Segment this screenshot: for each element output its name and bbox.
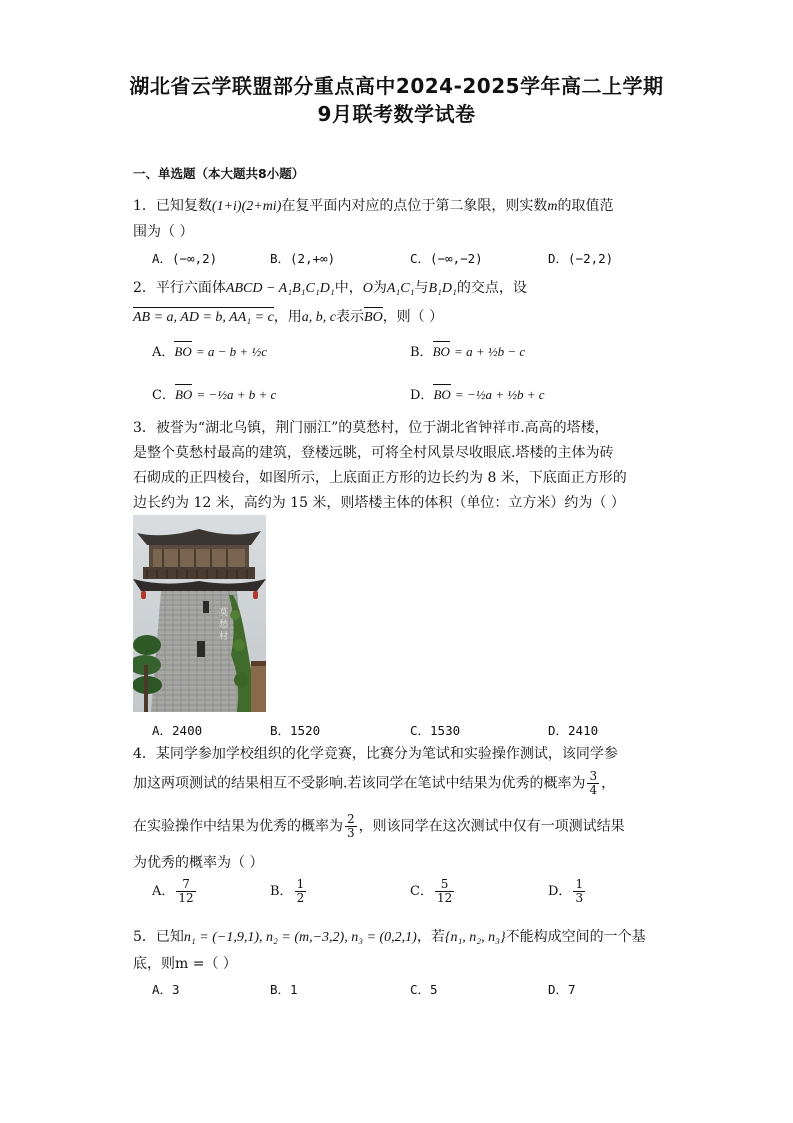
q4-option-a-num: 7 [176, 878, 195, 892]
q1-option-c[interactable]: C．(−∞,−2) [410, 251, 483, 266]
q2-line1 [133, 277, 527, 297]
q2-seg2: B₁D₁ [428, 281, 457, 296]
q4-option-a-label: A． [152, 884, 175, 900]
q4-frac1-den: 4 [589, 783, 598, 798]
svg-text:愁: 愁 [219, 620, 229, 630]
q2-option-c-expr: = −½a + b + c [196, 387, 277, 402]
q2-point: O [362, 281, 373, 296]
q1-option-b[interactable]: B．(2,+∞) [270, 251, 336, 266]
q2-text-h: ，则（ ） [382, 309, 444, 325]
q4-frac2-num: 2 [347, 812, 355, 826]
q4-frac1-num: 3 [589, 769, 598, 783]
q4-text-d: ，则该同学在这次测试中仅有一项测试结果 [358, 818, 625, 835]
q4-text-b: ， [601, 775, 616, 792]
tower-illustration [133, 515, 266, 712]
q3-option-d[interactable]: D．2410 [548, 723, 599, 738]
q3-line4: 边长约为 12 米，高约为 15 米，则塔楼主体的体积（单位：立方米）约为（ ） [133, 495, 625, 511]
q1-expr: (1+i)(2+mi) [211, 199, 282, 214]
q4-option-c-frac [435, 878, 454, 905]
q3-line2: 是整个莫愁村最高的建筑，登楼远眺，可将全村风景尽收眼底.塔楼的主体为砖 [133, 445, 614, 461]
q4-option-b-num: 1 [296, 877, 305, 891]
q5-option-d[interactable]: D．7 [548, 982, 576, 997]
q4-fraction-2 [345, 813, 357, 840]
q2-solid: ABCD − A₁B₁C₁D₁ [225, 281, 335, 296]
tower-photo [133, 515, 266, 712]
q1-text-a: 1．已知复数 [133, 198, 212, 214]
q3-option-a[interactable]: A．2400 [152, 723, 203, 738]
q5-line1 [133, 926, 646, 946]
q2-option-b[interactable] [410, 341, 525, 360]
q2-text-b: 中， [334, 280, 363, 296]
q3-option-c[interactable]: C．1530 [410, 723, 461, 738]
q4-option-d[interactable] [548, 878, 587, 905]
q4-fraction-1 [587, 770, 599, 797]
q4-option-b[interactable] [270, 878, 308, 905]
q4-line1: 4．某同学参加学校组织的化学竞赛，比赛分为笔试和实验操作测试，该同学参 [133, 746, 618, 762]
q2-text-f: ，用 [273, 309, 302, 325]
q2-option-a-label: A． [152, 345, 175, 360]
q3-line1: 3．被誉为“湖北乌镇，荆门丽江”的莫愁村，位于湖北省钟祥市.高高的塔楼， [133, 420, 609, 436]
q3-line3: 石砌成的正四棱台，如图所示，上底面正方形的边长约为 8 米，下底面正方形的 [133, 470, 627, 486]
q4-text-a: 加这两项测试的结果相互不受影响.若该同学在笔试中结果为优秀的概率为 [133, 775, 586, 792]
q4-option-b-frac [295, 878, 307, 905]
q2-option-c-label: C． [152, 388, 175, 403]
q2-text-e: 的交点，设 [456, 280, 527, 296]
q1-option-d[interactable]: D．(−2,2) [548, 251, 614, 266]
q2-seg1: A₁C₁ [386, 281, 415, 296]
q4-option-d-num: 1 [575, 877, 584, 891]
q2-defs: AB = a, AD = b, AA₁ = c [133, 310, 274, 325]
q4-text-c: 在实验操作中结果为优秀的概率为 [133, 818, 343, 835]
q5-text-a: 5．已知 [133, 929, 184, 945]
q4-option-c-label: C． [410, 884, 433, 900]
q3-option-b[interactable]: B．1520 [270, 723, 321, 738]
q4-line3 [133, 813, 625, 840]
q5-option-c[interactable]: C．5 [410, 982, 438, 997]
q4-option-d-frac [573, 878, 585, 905]
q4-option-a[interactable] [152, 878, 198, 905]
q4-frac2-den: 3 [347, 826, 355, 841]
svg-text:莫: 莫 [219, 608, 229, 618]
q4-line2 [133, 770, 615, 797]
q2-option-a-lhs: BO [174, 344, 192, 359]
q2-option-d-expr: = −½a + ½b + c [454, 387, 545, 402]
q4-option-c-num: 5 [435, 878, 454, 892]
q2-target: BO [364, 310, 383, 325]
q2-option-a[interactable] [152, 341, 267, 360]
q4-line4: 为优秀的概率为（ ） [133, 855, 264, 871]
exam-title-line1: 湖北省云学联盟部分重点高中2024-2025学年高二上学期 [129, 74, 664, 98]
q4-option-d-label: D． [548, 884, 572, 900]
q5-text-b: ，若 [416, 929, 445, 945]
q1-line2: 围为（ ） [133, 224, 194, 240]
q1-text-b: 在复平面内对应的点位于第二象限，则实数 [281, 198, 548, 214]
q4-option-d-den: 3 [575, 891, 584, 906]
q5-text-c: 不能构成空间的一个基 [505, 929, 646, 945]
q2-option-b-label: B． [410, 345, 433, 360]
q4-option-b-den: 2 [296, 891, 305, 906]
q2-option-d-lhs: BO [433, 387, 451, 402]
q2-text-d: 与 [414, 280, 429, 296]
q4-option-c-den: 12 [436, 891, 453, 906]
q2-option-d-label: D． [410, 388, 434, 403]
q2-option-b-expr: = a + ½b − c [454, 344, 526, 359]
q4-option-a-frac [176, 878, 195, 905]
exam-title-line2: 9月联考数学试卷 [317, 102, 476, 126]
q4-option-a-den: 12 [178, 891, 194, 906]
q2-text-c: 为 [372, 280, 387, 296]
q1-text-c: 的取值范 [557, 198, 614, 214]
q2-option-c[interactable] [152, 384, 276, 403]
q2-vars: a, b, c [301, 310, 337, 325]
q5-option-a[interactable]: A．3 [152, 982, 180, 997]
q1-var: m [547, 199, 558, 214]
q2-option-d[interactable] [410, 384, 545, 403]
q2-text-a: 2．平行六面体 [133, 280, 226, 296]
svg-text:村: 村 [219, 632, 229, 642]
q2-line2 [133, 306, 443, 326]
q4-option-b-label: B． [270, 884, 293, 900]
q2-option-b-lhs: BO [432, 344, 450, 359]
q5-vectors: n₁ = (−1,9,1), n₂ = (m,−3,2), n₃ = (0,2,1) [183, 930, 417, 945]
q1-line1 [133, 195, 613, 215]
q1-option-a[interactable]: A．(−∞,2) [152, 251, 218, 266]
q5-option-b[interactable]: B．1 [270, 982, 298, 997]
q4-option-c[interactable] [410, 878, 456, 905]
q5-line2: 底，则m =（ ） [133, 956, 237, 972]
q2-option-c-lhs: BO [174, 387, 193, 402]
section-heading: 一、单选题（本大题共8小题） [133, 166, 305, 181]
q2-text-g: 表示 [336, 309, 365, 325]
q2-option-a-expr: = a − b + ½c [195, 344, 267, 359]
q5-set: {n₁, n₂, n₃} [444, 930, 506, 945]
